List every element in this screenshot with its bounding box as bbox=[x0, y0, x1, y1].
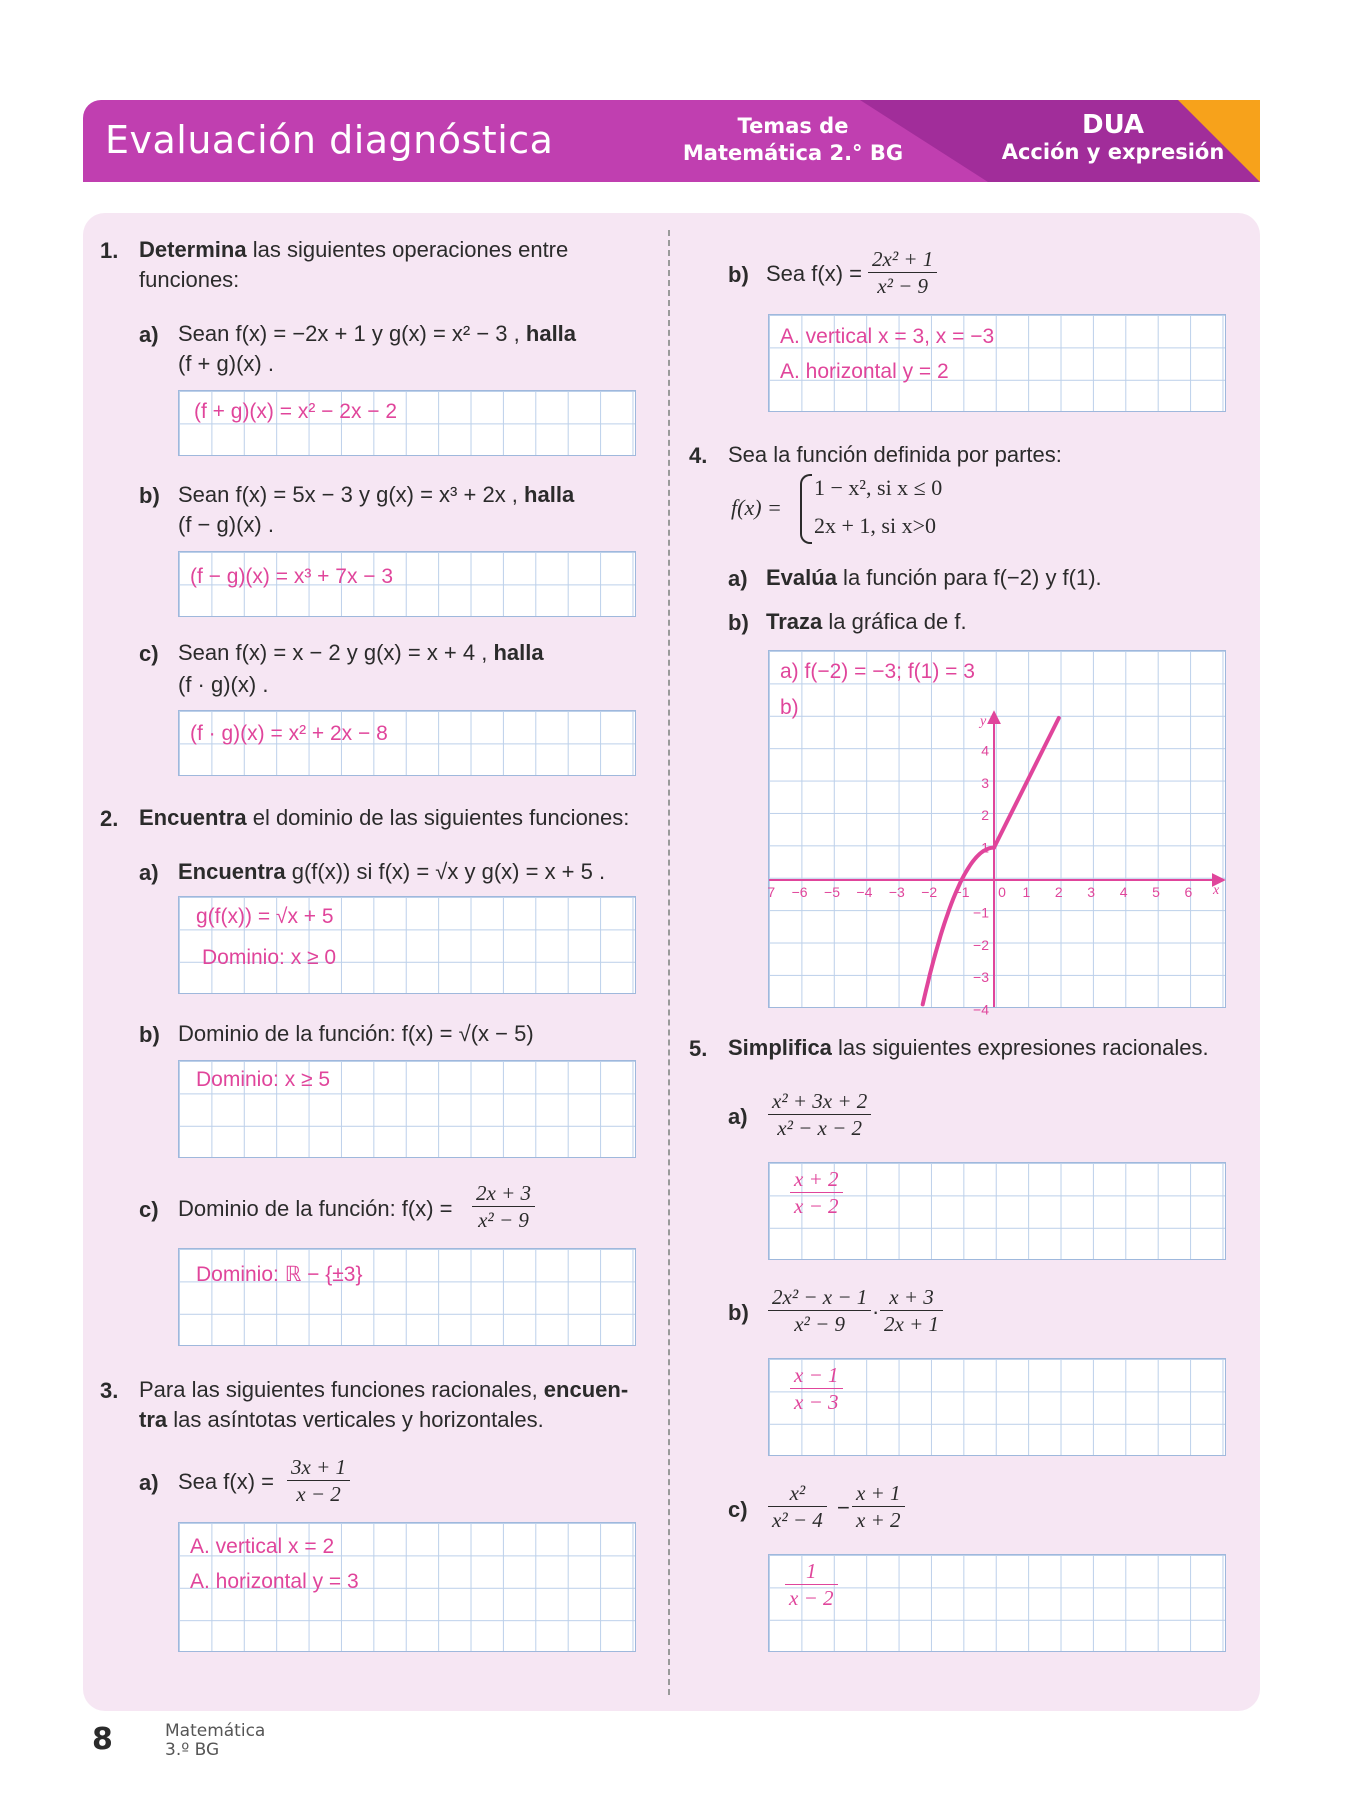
q4b-text: la gráfica de f. bbox=[822, 609, 967, 634]
q4b-verb: Traza bbox=[766, 609, 823, 634]
q2a-verb: Encuentra bbox=[178, 859, 286, 884]
q1c-halla: halla bbox=[493, 640, 544, 665]
q4-piece2: 2x + 1, si x>0 bbox=[814, 513, 936, 538]
q1-verb: Determina bbox=[139, 237, 247, 262]
q1a-answer: (f + g)(x) = x² − 2x − 2 bbox=[194, 400, 398, 423]
q5a-fraction bbox=[768, 1088, 871, 1141]
q5a-answer-numerator: x + 2 bbox=[790, 1166, 843, 1193]
q5b-numerator2: x + 3 bbox=[880, 1284, 943, 1311]
q1a-text: Sean f(x) = −2x + 1 y g(x) = x² − 3 , bbox=[178, 321, 520, 346]
q1-prompt-line2: funciones: bbox=[139, 267, 240, 292]
q3a-numerator: 3x + 1 bbox=[287, 1454, 350, 1481]
header-banner bbox=[83, 100, 1260, 182]
y-tick-label: −4 bbox=[973, 1001, 989, 1018]
q3b-statement: Sea f(x) = bbox=[766, 261, 862, 286]
q5a-label: a) bbox=[728, 1104, 748, 1129]
q5b-answer bbox=[790, 1362, 843, 1415]
dua-line2: Acción y expresión bbox=[1001, 140, 1225, 164]
q2a-label: a) bbox=[139, 860, 159, 885]
x-tick-label: 4 bbox=[1119, 884, 1128, 900]
q5a-answer-denominator: x − 2 bbox=[794, 1194, 839, 1218]
y-axis-label: y bbox=[980, 714, 987, 729]
q2c-statement: Dominio de la función: f(x) = bbox=[178, 1196, 453, 1221]
q3-prompt-line1 bbox=[139, 1376, 628, 1404]
q5b-numerator1: 2x² − x − 1 bbox=[768, 1284, 871, 1311]
x-tick-label: 1 bbox=[1022, 884, 1031, 900]
q1a-halla: halla bbox=[525, 321, 577, 346]
q4-fx: f(x) = bbox=[731, 495, 782, 520]
q1c-label: c) bbox=[139, 641, 159, 666]
x-tick-label: −3 bbox=[888, 884, 905, 900]
q1b-text: Sean f(x) = 5x − 3 y g(x) = x³ + 2x , bbox=[178, 482, 518, 507]
q1c-statement bbox=[178, 639, 544, 667]
x-tick-label: −6 bbox=[791, 884, 808, 900]
q5-prompt-rest: las siguientes expresiones racionales. bbox=[831, 1035, 1209, 1060]
subject-line2: Matemática 2.° BG bbox=[682, 141, 904, 165]
q5c-fraction1 bbox=[768, 1480, 827, 1533]
q1a-statement bbox=[178, 320, 576, 348]
q1c-answer: (f · g)(x) = x² + 2x − 8 bbox=[190, 722, 388, 745]
q2-number: 2. bbox=[100, 806, 119, 831]
q2a-statement bbox=[178, 858, 605, 886]
footer-line1: Matemática bbox=[165, 1721, 266, 1741]
q4b-label: b) bbox=[728, 610, 749, 635]
q5-number: 5. bbox=[689, 1036, 708, 1061]
q5b-denominator1: x² − 9 bbox=[794, 1312, 846, 1336]
q4-brace bbox=[800, 474, 812, 544]
q3b-label: b) bbox=[728, 262, 749, 287]
q5c-answer-numerator: 1 bbox=[785, 1558, 838, 1585]
y-tick-label: −2 bbox=[973, 936, 989, 953]
q5b-dot: · bbox=[872, 1299, 880, 1324]
q2b-answer: Dominio: x ≥ 5 bbox=[196, 1068, 331, 1091]
q5a-numerator: x² + 3x + 2 bbox=[768, 1088, 871, 1115]
q2c-label: c) bbox=[139, 1197, 159, 1222]
q2-prompt-rest: el dominio de las siguientes funciones: bbox=[246, 805, 630, 830]
q4-graph bbox=[767, 651, 1225, 1018]
q2b-statement: Dominio de la función: f(x) = √(x − 5) bbox=[178, 1021, 534, 1046]
q3a-statement: Sea f(x) = bbox=[178, 1469, 274, 1494]
dua-line1: DUA bbox=[1081, 110, 1145, 140]
q1b-line2: (f − g)(x) . bbox=[178, 512, 274, 537]
column-divider bbox=[668, 230, 670, 1695]
q5b-denominator2: 2x + 1 bbox=[884, 1312, 939, 1336]
q2-verb: Encuentra bbox=[139, 805, 247, 830]
q1b-label: b) bbox=[139, 483, 160, 508]
q4-answer-b: b) bbox=[780, 696, 799, 719]
q5-prompt bbox=[728, 1034, 1209, 1062]
q3b-denominator: x² − 9 bbox=[877, 274, 929, 298]
q3b-fraction bbox=[868, 246, 937, 299]
q4-piece1: 1 − x², si x ≤ 0 bbox=[814, 475, 943, 500]
q5c-answer-denominator: x − 2 bbox=[789, 1586, 834, 1610]
q1b-statement bbox=[178, 481, 574, 509]
q3-prompt-line2 bbox=[139, 1406, 544, 1434]
q2-prompt bbox=[139, 804, 629, 832]
y-tick-label: 3 bbox=[981, 774, 989, 791]
q1-prompt-rest: las siguientes operaciones entre bbox=[246, 237, 569, 262]
page-number: 8 bbox=[92, 1722, 113, 1757]
q1-prompt-line1 bbox=[139, 236, 568, 264]
q5a-answer bbox=[790, 1166, 843, 1219]
q1-number: 1. bbox=[100, 238, 119, 263]
q2c-answer: Dominio: ℝ − {±3} bbox=[196, 1263, 363, 1286]
y-tick-label: −3 bbox=[973, 969, 989, 986]
q3a-denominator: x − 2 bbox=[296, 1482, 341, 1506]
q5c-numerator1: x² bbox=[768, 1480, 827, 1507]
q3b-answer-line1: A. vertical x = 3, x = −3 bbox=[780, 325, 995, 348]
x-tick-label: −5 bbox=[824, 884, 840, 900]
q3-number: 3. bbox=[100, 1378, 119, 1403]
x-tick-label: 7 bbox=[767, 884, 776, 900]
q1b-halla: halla bbox=[524, 482, 575, 507]
q5c-denominator2: x + 2 bbox=[856, 1508, 901, 1532]
q2c-numerator: 2x + 3 bbox=[472, 1180, 535, 1207]
q4a-verb: Evalúa bbox=[766, 565, 837, 590]
q5-verb: Simplifica bbox=[728, 1035, 832, 1060]
q4b-statement bbox=[766, 608, 967, 636]
q3a-label: a) bbox=[139, 1470, 159, 1495]
q5b-fraction1 bbox=[768, 1284, 871, 1337]
x-tick-label: 0 bbox=[998, 884, 1006, 900]
q5b-answer-numerator: x − 1 bbox=[790, 1362, 843, 1389]
q4a-label: a) bbox=[728, 566, 748, 591]
q3-prompt-text: Para las siguientes funciones racionales, bbox=[139, 1377, 538, 1402]
q3-verb-part2: tra bbox=[139, 1407, 168, 1432]
x-tick-label: 6 bbox=[1184, 884, 1193, 900]
y-tick-label: 2 bbox=[981, 807, 989, 824]
q2a-text: g(f(x)) si f(x) = √x y g(x) = x + 5 . bbox=[285, 859, 606, 884]
x-tick-label: −4 bbox=[856, 884, 873, 900]
q1c-line2: (f · g)(x) . bbox=[178, 672, 269, 697]
dua-label bbox=[963, 112, 1263, 166]
q3b-numerator: 2x² + 1 bbox=[868, 246, 937, 273]
q3-verb-part1: encuen- bbox=[537, 1377, 629, 1402]
q2c-denominator: x² − 9 bbox=[478, 1208, 529, 1232]
y-tick-label: −1 bbox=[973, 904, 989, 921]
y-tick-label: 1 bbox=[981, 839, 989, 856]
q3b-answer-line2: A. horizontal y = 2 bbox=[780, 360, 949, 383]
footer-book-title bbox=[165, 1722, 265, 1760]
q4-answer-a: a) f(−2) = −3; f(1) = 3 bbox=[780, 660, 975, 683]
x-tick-label: −2 bbox=[921, 884, 938, 900]
q5c-label: c) bbox=[728, 1497, 748, 1522]
q3a-answer-line2: A. horizontal y = 3 bbox=[190, 1570, 359, 1593]
q5c-answer bbox=[785, 1558, 838, 1611]
x-tick-label: 2 bbox=[1054, 884, 1063, 900]
x-axis-label: x bbox=[1213, 883, 1220, 898]
q1a-line2: (f + g)(x) . bbox=[178, 351, 274, 376]
q5b-fraction2 bbox=[880, 1284, 943, 1337]
y-tick-label: 4 bbox=[981, 742, 989, 759]
q5c-denominator1: x² − 4 bbox=[772, 1508, 823, 1532]
q1a-label: a) bbox=[139, 322, 159, 347]
subject-label bbox=[643, 113, 943, 167]
series-line-2 bbox=[994, 718, 1059, 848]
q3a-answer-line1: A. vertical x = 2 bbox=[190, 1535, 335, 1558]
q2a-answer-line2: Dominio: x ≥ 0 bbox=[202, 946, 337, 969]
q5c-minus: − bbox=[837, 1495, 850, 1520]
q5c-fraction2 bbox=[852, 1480, 905, 1533]
q2a-answer-line1: g(f(x)) = √x + 5 bbox=[196, 905, 334, 928]
q1c-text: Sean f(x) = x − 2 y g(x) = x + 4 , bbox=[178, 640, 488, 665]
q4a-text: la función para f(−2) y f(1). bbox=[836, 565, 1102, 590]
q4-number: 4. bbox=[689, 443, 708, 468]
q4-prompt: Sea la función definida por partes: bbox=[728, 442, 1062, 467]
x-tick-label: 5 bbox=[1152, 884, 1160, 900]
x-tick-label: −1 bbox=[953, 884, 970, 900]
q5a-denominator: x² − x − 2 bbox=[777, 1116, 863, 1140]
q4-graph-grid bbox=[767, 650, 1226, 1018]
q5c-numerator2: x + 1 bbox=[852, 1480, 905, 1507]
subject-line1: Temas de bbox=[737, 114, 849, 138]
q2c-fraction bbox=[472, 1180, 535, 1233]
q4a-statement bbox=[766, 564, 1102, 592]
x-tick-label: 3 bbox=[1087, 884, 1096, 900]
q1b-answer: (f − g)(x) = x³ + 7x − 3 bbox=[190, 565, 394, 588]
page-title: Evaluación diagnóstica bbox=[105, 118, 554, 162]
q3a-fraction bbox=[287, 1454, 350, 1507]
footer-line2: 3.º BG bbox=[165, 1740, 220, 1760]
q2b-label: b) bbox=[139, 1022, 160, 1047]
q3-prompt-rest: las asíntotas verticales y horizontales. bbox=[167, 1407, 544, 1432]
q5b-label: b) bbox=[728, 1300, 749, 1325]
q5b-answer-denominator: x − 3 bbox=[794, 1390, 839, 1414]
